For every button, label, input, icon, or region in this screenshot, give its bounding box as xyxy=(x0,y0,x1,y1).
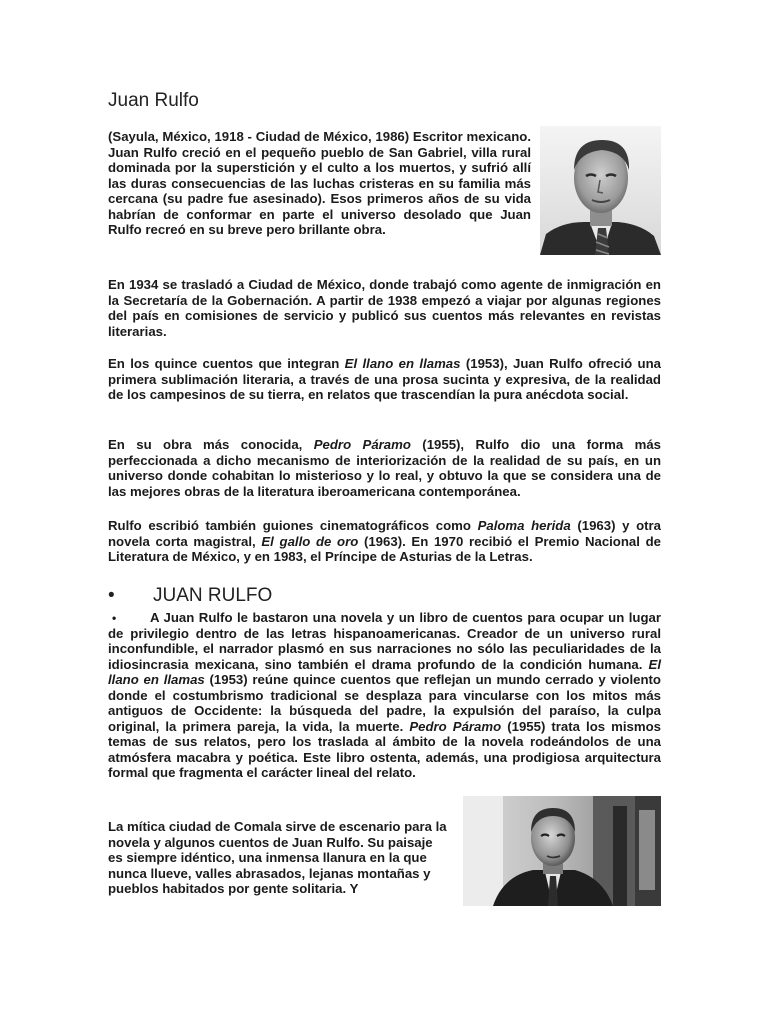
section-heading xyxy=(108,585,272,607)
section-heading-text: JUAN RULFO xyxy=(153,585,273,606)
paragraph-llano-en-llamas: En los quince cuentos que integran El llano en llamas (1953), Juan Rulfo ofreció una primera sublimación literaria, a través de una prosa sucinta y expresiva, de la realidad de los campesinos de su tierra, en relatos que trascendían la pura anécdota social. xyxy=(108,356,661,402)
paragraph-screenplays: Rulfo escribió también guiones cinematográficos como Paloma herida (1963) y otra novela corta magistral, El gallo de oro (1963). En 1970 recibió el Premio Nacional de Literatura de México, y en 1983, el Príncipe de Asturias de la Letras. xyxy=(108,518,661,564)
page-title: Juan Rulfo xyxy=(108,90,199,111)
paragraph-legacy: A Juan Rulfo le bastaron una novela y un libro de cuentos para ocupar un lugar de privilegio dentro de las letras hispanoamericanas. Creador de un universo rural inconfundible, el narrador plasmó en sus narraciones no sólo las peculiaridades de la idiosincrasia mexicana, sino también el drama profundo de la condición humana. El llano en llamas (1953) reúne quince cuentos que reflejan un mundo cerrado y violento donde el costumbrismo tradicional se desplaza para vincularse con los mitos más antiguos de Occidente: la búsqueda del padre, la expulsión del paraíso, la culpa original, la primera pareja, la vida, la muerte. Pedro Páramo (1955) trata los mismos temas de sus relatos, pero los traslada al ámbito de la novela rodeándolos de una atmósfera macabra y poética. Este libro ostenta, además, una prodigiosa arquitectura formal que fragmenta el carácter lineal del relato. xyxy=(108,610,661,780)
bullet-icon: • xyxy=(108,585,115,606)
bullet-icon-2: • xyxy=(112,611,117,625)
portrait-photo-1 xyxy=(540,126,661,255)
paragraph-comala: La mítica ciudad de Comala sirve de escenario para la novela y algunos cuentos de Juan Rulfo. Su paisaje es siempre idéntico, una inmensa llanura en la que nunca llueve, valles abrasados, lejanas montañas y pueblos habitados por gente solitaria. Y xyxy=(108,819,447,896)
paragraph-pedro-paramo: En su obra más conocida, Pedro Páramo (1955), Rulfo dio una forma más perfeccionada a dicho mecanismo de interiorización de la realidad de su país, en un universo donde cohabitan lo misterioso y lo real, y obtuvo la que se considera una de las mejores obras de la literatura iberoamericana contemporánea. xyxy=(108,437,661,499)
portrait-photo-2 xyxy=(463,796,661,906)
paragraph-biography-intro: (Sayula, México, 1918 - Ciudad de México, 1986) Escritor mexicano. Juan Rulfo creció en el pequeño pueblo de San Gabriel, villa rural dominada por la superstición y el culto a los muertos, y sufrió allí las duras consecuencias de las luchas cristeras en su familia más cercana (su padre fue asesinado). Esos primeros años de su vida habrían de conformar en parte el universo desolado que Juan Rulfo recreó en su breve pero brillante obra. xyxy=(108,129,531,237)
paragraph-mexico-city: En 1934 se trasladó a Ciudad de México, donde trabajó como agente de inmigración en la Secretaría de la Gobernación. A partir de 1938 empezó a viajar por algunas regiones del país en comisiones de servicio y publicó sus cuentos más relevantes en revistas literarias. xyxy=(108,277,661,339)
